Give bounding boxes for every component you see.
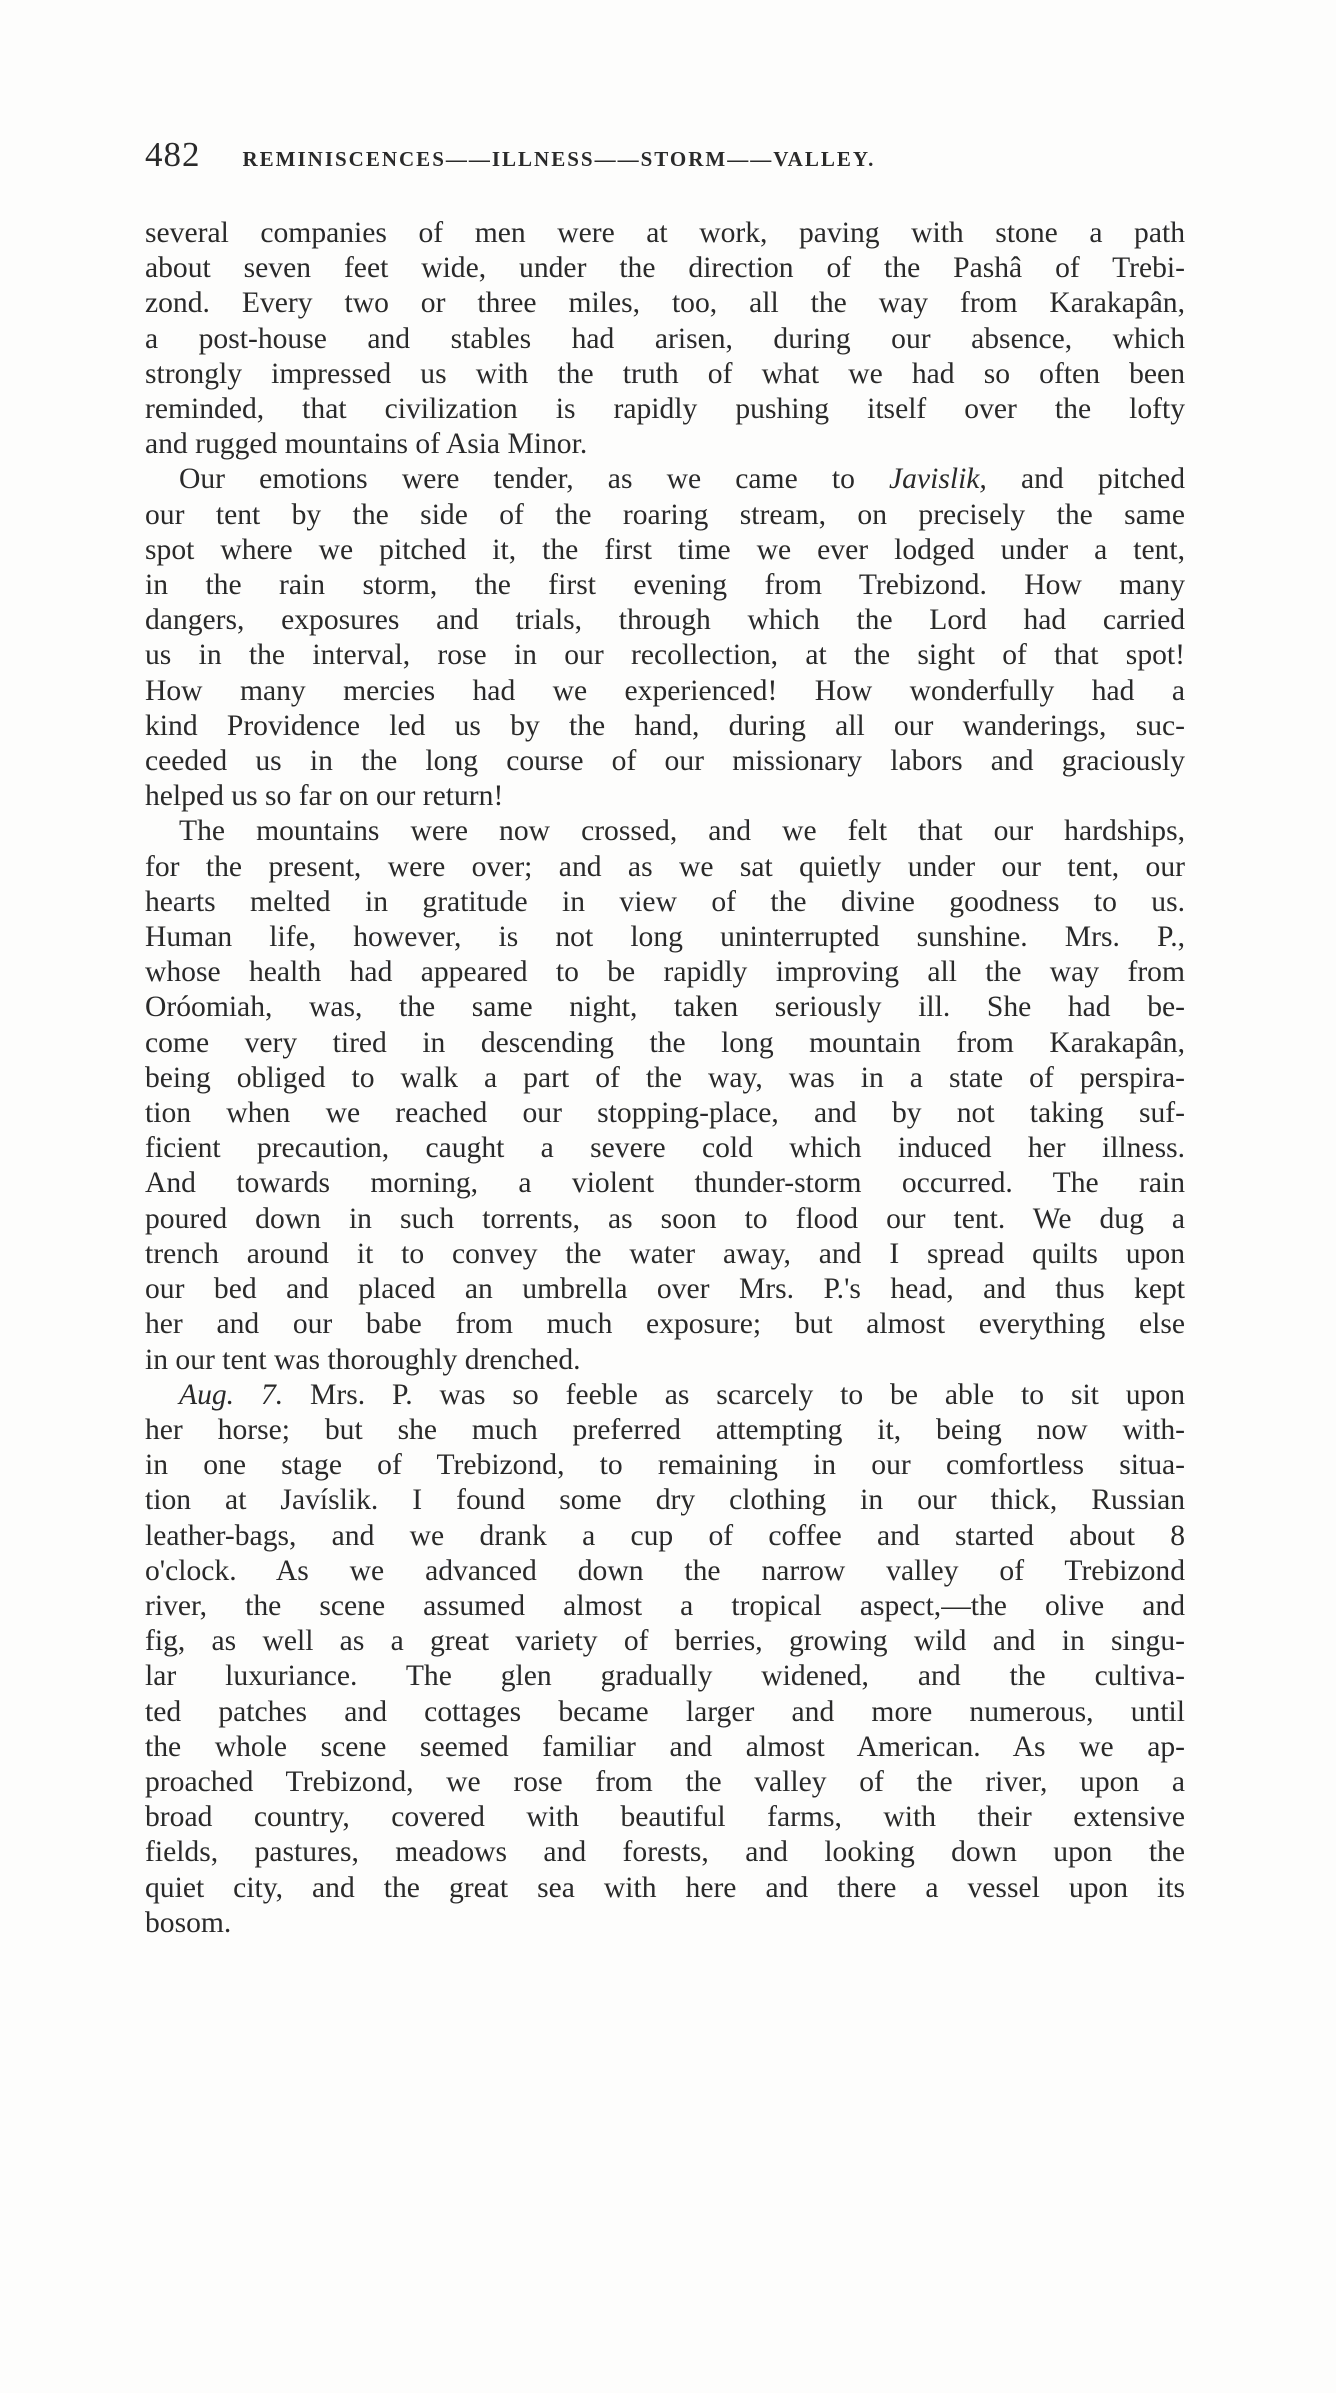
text-line: trench around it to convey the water away, and I spread quilts upon [145, 1237, 1185, 1270]
text-segment: Mrs. P. was so feeble as scarcely to be able to sit upon [283, 1378, 1185, 1411]
body-text [145, 216, 1185, 1941]
text-line [145, 462, 1185, 497]
text-line: tion when we reached our stopping-place, and by not taking suf- [145, 1097, 1185, 1130]
text-line: a post-house and stables had arisen, during our absence, which [145, 322, 1185, 355]
text-line: broad country, covered with beautiful farms, with their extensive [145, 1801, 1185, 1834]
text-line: poured down in such torrents, as soon to flood our tent. We dug a [145, 1202, 1185, 1235]
text-line: leather-bags, and we drank a cup of coffee and started about 8 [145, 1519, 1185, 1552]
text-line: our tent by the side of the roaring stream, on precisely the same [145, 498, 1185, 531]
text-line: dangers, exposures and trials, through which the Lord had carried [145, 604, 1185, 637]
text-line: about seven feet wide, under the direction of the Pashâ of Trebi- [145, 252, 1185, 285]
text-line: o'clock. As we advanced down the narrow valley of Trebizond [145, 1554, 1185, 1587]
text-line: for the present, were over; and as we sat quietly under our tent, our [145, 850, 1185, 883]
text-line: lar luxuriance. The glen gradually widened, and the cultiva- [145, 1660, 1185, 1693]
text-line: zond. Every two or three miles, too, all the way from Karakapân, [145, 287, 1185, 320]
text-line: How many mercies had we experienced! How wonderfully had a [145, 674, 1185, 707]
text-line: And towards morning, a violent thunder-storm occurred. The rain [145, 1167, 1185, 1200]
text-line: whose health had appeared to be rapidly improving all the way from [145, 956, 1185, 989]
text-line: the whole scene seemed familiar and almost American. As we ap- [145, 1730, 1185, 1763]
text-line: fields, pastures, meadows and forests, and looking down upon the [145, 1836, 1185, 1869]
paragraph-1 [145, 216, 1185, 462]
text-line: proached Trebizond, we rose from the valley of the river, upon a [145, 1765, 1185, 1798]
text-line [145, 1378, 1185, 1413]
paragraph-2 [145, 462, 1185, 814]
text-line: helped us so far on our return! [145, 780, 504, 813]
text-line: The mountains were now crossed, and we felt that our hardships, [179, 815, 1185, 848]
text-segment: Our emotions were tender, as we came to [179, 463, 890, 496]
text-line: come very tired in descending the long mountain from Karakapân, [145, 1026, 1185, 1059]
text-line: fig, as well as a great variety of berries, growing wild and in singu- [145, 1625, 1185, 1658]
text-line: Human life, however, is not long uninterrupted sunshine. Mrs. P., [145, 921, 1185, 954]
text-line: ted patches and cottages became larger and more numerous, until [145, 1695, 1185, 1728]
text-line: Oróomiah, was, the same night, taken seriously ill. She had be- [145, 991, 1185, 1024]
date-italic: Aug. 7. [179, 1378, 284, 1411]
text-line: bosom. [145, 1906, 232, 1939]
text-line: river, the scene assumed almost a tropical aspect,—the olive and [145, 1589, 1185, 1622]
text-line: her and our babe from much exposure; but almost everything else [145, 1308, 1185, 1341]
text-line: ceeded us in the long course of our missionary labors and graciously [145, 745, 1185, 778]
text-segment: and pitched [986, 463, 1185, 496]
text-line: being obliged to walk a part of the way, was in a state of perspira- [145, 1061, 1185, 1094]
running-header [145, 135, 1085, 175]
text-line: in one stage of Trebizond, to remaining in our comfortless situa- [145, 1449, 1185, 1482]
text-line: in the rain storm, the first evening from Trebizond. How many [145, 569, 1185, 602]
text-line: her horse; but she much preferred attempting it, being now with- [145, 1413, 1185, 1446]
text-line: in our tent was thoroughly drenched. [145, 1343, 581, 1376]
text-line: ficient precaution, caught a severe cold which induced her illness. [145, 1132, 1185, 1165]
paragraph-3 [145, 814, 1185, 1377]
text-line: several companies of men were at work, paving with stone a path [145, 217, 1185, 249]
text-line: and rugged mountains of Asia Minor. [145, 428, 588, 461]
text-line: strongly impressed us with the truth of what we had so often been [145, 357, 1185, 390]
text-line: hearts melted in gratitude in view of the divine goodness to us. [145, 885, 1185, 918]
text-line: kind Providence led us by the hand, during all our wanderings, suc- [145, 709, 1185, 742]
place-name-italic: Javislik, [889, 463, 987, 496]
text-line: tion at Javíslik. I found some dry clothing in our thick, Russian [145, 1484, 1185, 1517]
header-title: REMINISCENCES——ILLNESS——STORM——VALLEY. [242, 147, 876, 171]
page-number: 482 [145, 135, 201, 174]
text-line: reminded, that civilization is rapidly pushing itself over the lofty [145, 393, 1185, 426]
text-line: spot where we pitched it, the first time we ever lodged under a tent, [145, 533, 1185, 566]
text-line: our bed and placed an umbrella over Mrs. P.'s head, and thus kept [145, 1273, 1185, 1306]
text-line: quiet city, and the great sea with here and there a vessel upon its [145, 1871, 1185, 1904]
paragraph-4 [145, 1378, 1185, 1941]
text-line: us in the interval, rose in our recollection, at the sight of that spot! [145, 639, 1185, 672]
